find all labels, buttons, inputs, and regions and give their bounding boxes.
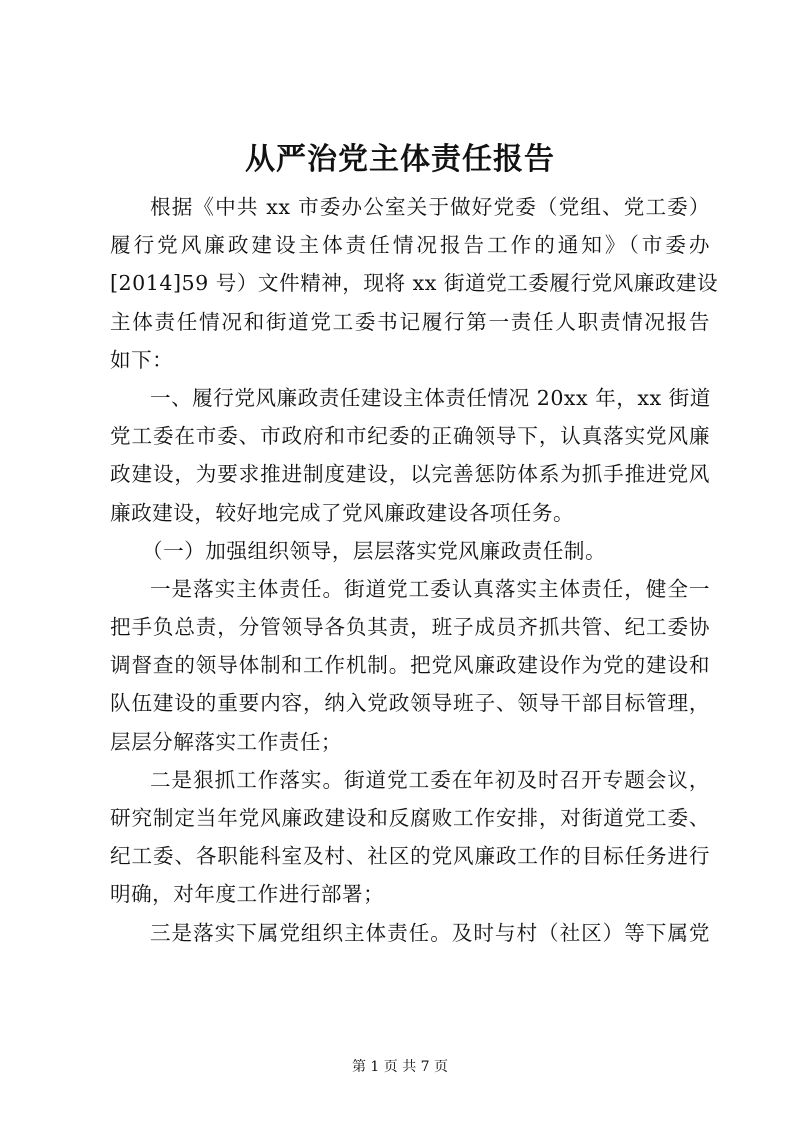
paragraph-line: 一是落实主体责任。街道党工委认真落实主体责任，健全一 — [150, 576, 710, 601]
paragraph-line: 廉政建设，较好地完成了党风廉政建设各项任务。 — [110, 500, 575, 525]
paragraph-line: 履行党风廉政建设主体责任情况报告工作的通知》（市委办 — [110, 233, 710, 258]
paragraph-line: 主体责任情况和街道党工委书记履行第一责任人职责情况报告 — [110, 309, 710, 334]
paragraph-line: 调督查的领导体制和工作机制。把党风廉政建设作为党的建设和 — [110, 653, 710, 678]
paragraph-line: 二是狠抓工作落实。街道党工委在年初及时召开专题会议， — [150, 767, 710, 792]
paragraph-line: 把手负总责，分管领导各负其责，班子成员齐抓共管、纪工委协 — [110, 615, 710, 640]
paragraph-line: [2014]59 号）文件精神，现将 xx 街道党工委履行党风廉政建设 — [110, 271, 719, 296]
paragraph-line: 一、履行党风廉政责任建设主体责任情况 20xx 年，xx 街道 — [150, 385, 711, 410]
paragraph-line: 三是落实下属党组织主体责任。及时与村（社区）等下属党 — [150, 920, 710, 945]
paragraph-line: 队伍建设的重要内容，纳入党政领导班子、领导干部目标管理， — [110, 691, 710, 716]
paragraph-line: 党工委在市委、市政府和市纪委的正确领导下，认真落实党风廉 — [110, 424, 710, 449]
document-title: 从严治党主体责任报告 — [245, 142, 555, 177]
paragraph-line: 根据《中共 xx 市委办公室关于做好党委（党组、党工委） — [150, 195, 710, 219]
page-footer: 第 1 页 共 7 页 — [351, 1059, 449, 1075]
document-body — [110, 188, 719, 952]
paragraph-line: 明确，对年度工作进行部署； — [110, 882, 385, 907]
paragraph-line: 层层分解落实工作责任； — [110, 729, 343, 754]
paragraph-line: 纪工委、各职能科室及村、社区的党风廉政工作的目标任务进行 — [110, 844, 710, 869]
section-heading: （一）加强组织领导，层层落实党风廉政责任制。 — [142, 538, 607, 563]
paragraph-line: 如下： — [110, 347, 174, 372]
paragraph-line: 研究制定当年党风廉政建设和反腐败工作安排，对街道党工委、 — [110, 806, 710, 830]
paragraph-line: 政建设，为要求推进制度建设，以完善惩防体系为抓手推进党风 — [110, 462, 710, 487]
